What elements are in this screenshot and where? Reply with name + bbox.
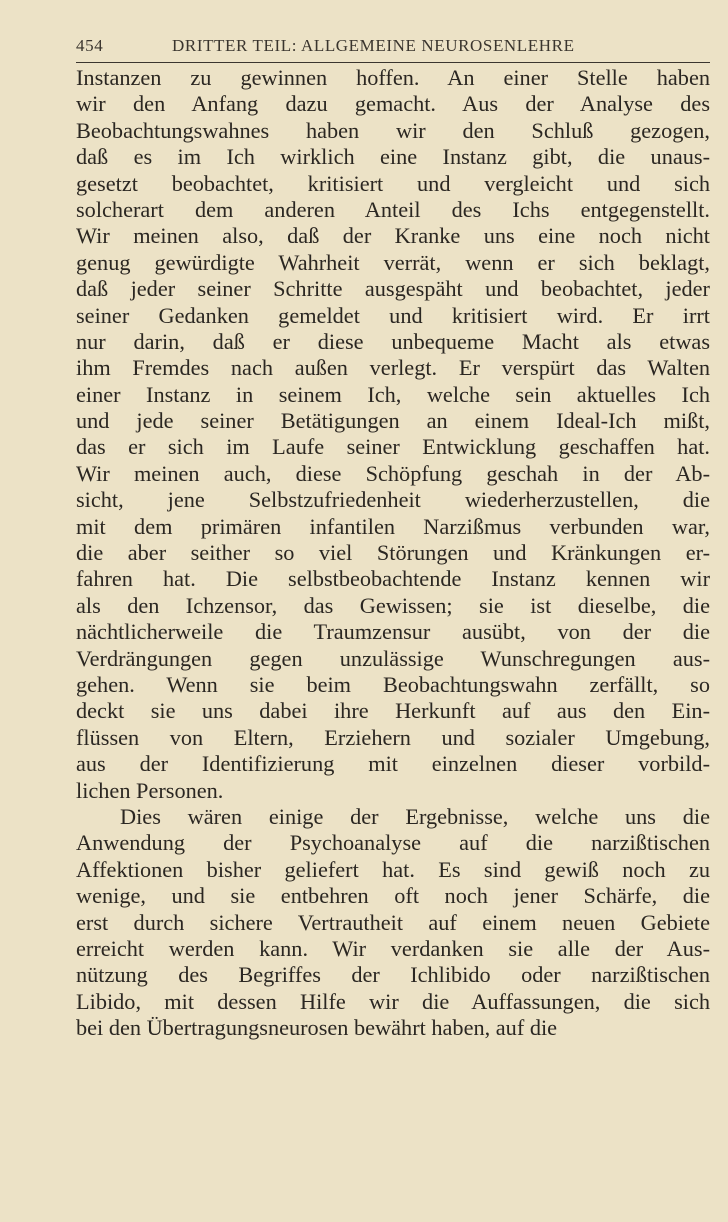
text-line: wir den Anfang dazu gemacht. Aus der Analyse des (76, 91, 710, 117)
text-line: flüssen von Eltern, Erziehern und sozialer Umgebung, (76, 724, 710, 750)
text-line: daß jeder seiner Schritte ausgespäht und beobachtet, jeder (76, 276, 710, 302)
text-line: nützung des Begriffes der Ichlibido oder narzißtischen (76, 962, 710, 988)
text-line: das er sich im Laufe seiner Entwicklung geschaffen hat. (76, 434, 710, 460)
running-header (76, 36, 710, 62)
running-title: DRITTER TEIL: ALLGEMEINE NEUROSENLEHRE (172, 36, 575, 55)
text-line: solcherart dem anderen Anteil des Ichs entgegenstellt. (76, 196, 710, 222)
text-line: wenige, und sie entbehren oft noch jener Schärfe, die (76, 883, 710, 909)
text-line: Wir meinen auch, diese Schöpfung geschah in der Ab- (76, 460, 710, 486)
text-line: und jede seiner Betätigungen an einem Ideal-Ich mißt, (76, 408, 710, 434)
body-text (76, 65, 710, 1041)
text-line: erst durch sichere Vertrautheit auf einem neuen Gebiete (76, 909, 710, 935)
text-line: gehen. Wenn sie beim Beobachtungswahn zerfällt, so (76, 671, 710, 697)
paragraph (76, 65, 710, 804)
text-line: nächtlicherweile die Traumzensur ausübt, von der die (76, 619, 710, 645)
text-line: genug gewürdigte Wahrheit verrät, wenn er sich beklagt, (76, 249, 710, 275)
text-line: die aber seither so viel Störungen und Kränkungen er- (76, 540, 710, 566)
text-line: bei den Übertragungsneurosen bewährt haben, auf die (76, 1015, 558, 1041)
text-line: Wir meinen also, daß der Kranke uns eine noch nicht (76, 223, 710, 249)
text-line: fahren hat. Die selbstbeobachtende Instanz kennen wir (76, 566, 710, 592)
text-line: Beobachtungswahnes haben wir den Schluß gezogen, (76, 117, 710, 143)
text-line: Anwendung der Psychoanalyse auf die narzißtischen (76, 830, 710, 856)
text-line: gesetzt beobachtet, kritisiert und vergleicht und sich (76, 170, 710, 196)
text-line: Dies wären einige der Ergebnisse, welche uns die (120, 803, 710, 829)
text-line: nur darin, daß er diese unbequeme Macht als etwas (76, 328, 710, 354)
text-line: aus der Identifizierung mit einzelnen dieser vorbild- (76, 751, 710, 777)
text-line: ihm Fremdes nach außen verlegt. Er verspürt das Walten (76, 355, 710, 381)
text-line: daß es im Ich wirklich eine Instanz gibt, die unaus- (76, 144, 710, 170)
text-line: als den Ichzensor, das Gewissen; sie ist dieselbe, die (76, 592, 710, 618)
text-line: mit dem primären infantilen Narzißmus verbunden war, (76, 513, 710, 539)
paragraph (76, 804, 710, 1042)
text-line: erreicht werden kann. Wir verdanken sie alle der Aus- (76, 935, 710, 961)
text-line: Instanzen zu gewinnen hoffen. An einer Stelle haben (76, 65, 710, 90)
text-line: sicht, jene Selbstzufriedenheit wiederherzustellen, die (76, 487, 710, 513)
text-line: Affektionen bisher geliefert hat. Es sind gewiß noch zu (76, 856, 710, 882)
text-line: einer Instanz in seinem Ich, welche sein aktuelles Ich (76, 381, 710, 407)
text-line: seiner Gedanken gemeldet und kritisiert wird. Er irrt (76, 302, 710, 328)
page-number: 454 (76, 36, 104, 55)
text-line: Libido, mit dessen Hilfe wir die Auffassungen, die sich (76, 988, 710, 1014)
text-line: deckt sie uns dabei ihre Herkunft auf aus den Ein- (76, 698, 710, 724)
text-line: Verdrängungen gegen unzulässige Wunschregungen aus- (76, 645, 710, 671)
text-line: lichen Personen. (76, 777, 224, 803)
header-rule (76, 62, 710, 63)
